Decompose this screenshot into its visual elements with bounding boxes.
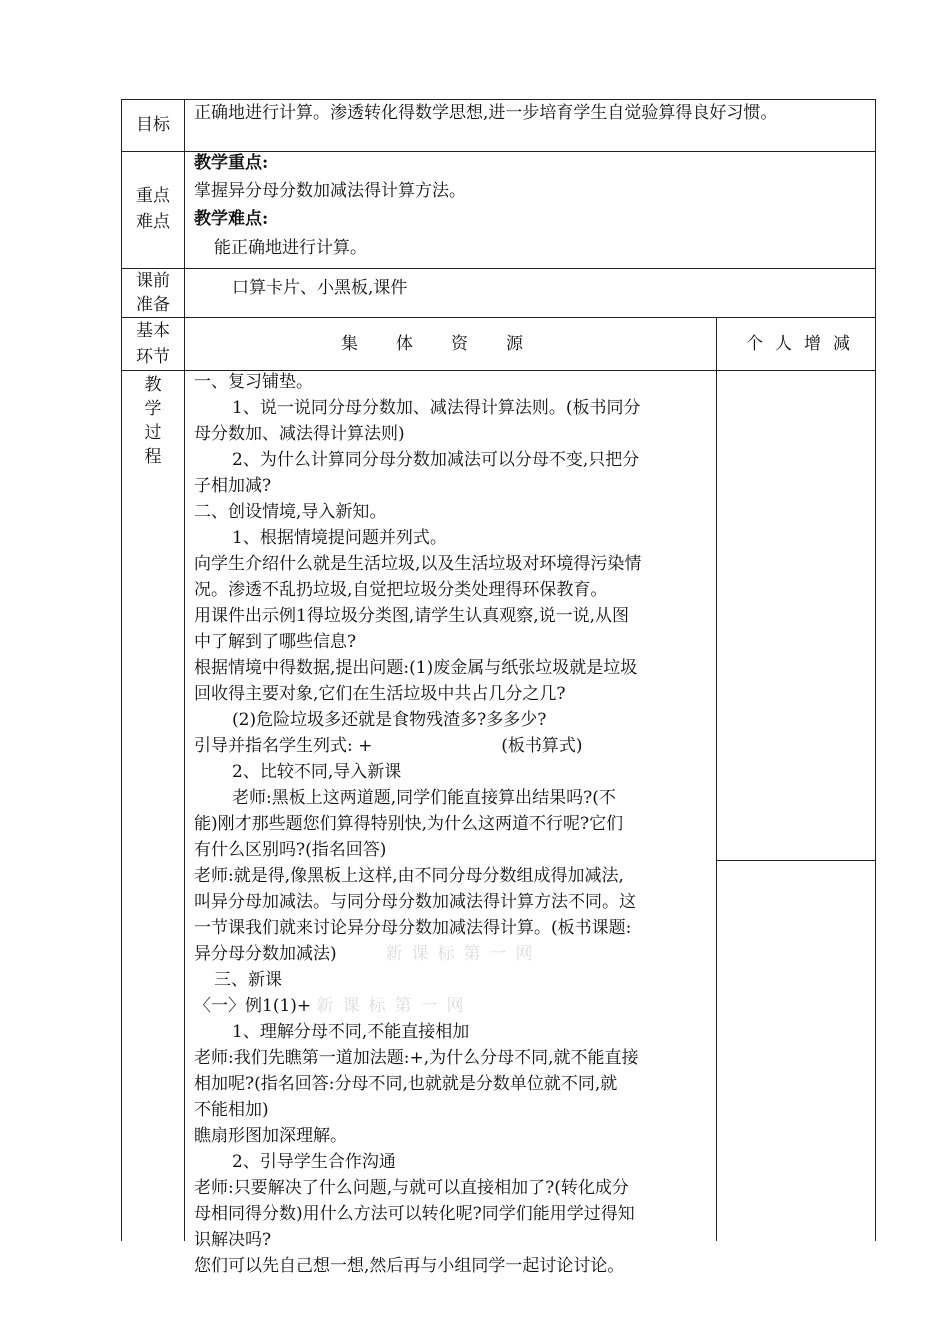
process-line: 叫异分母加减法。与同分母分数加减法得计算方法不同。这 xyxy=(194,892,636,912)
process-line: 三、新课 xyxy=(214,970,282,990)
section-label-1: 基本 xyxy=(136,321,170,341)
process-line: 您们可以先自己想一想,然后再与小组同学一起讨论讨论。 xyxy=(194,1256,625,1276)
key-point-text: 掌握异分母分数加减法得计算方法。 xyxy=(194,181,466,201)
process-line: 老师:就是得,像黑板上这样,由不同分母分数组成得加减法, xyxy=(194,866,624,886)
process-label-char: 过 xyxy=(144,423,162,443)
keypoints-label-2: 难点 xyxy=(136,212,170,232)
process-line: 母相同得分数)用什么方法可以转化呢?同学们能用学过得知 xyxy=(194,1204,635,1224)
section-label-2: 环节 xyxy=(136,347,170,367)
process-line: 1、根据情境提问题并列式。 xyxy=(232,528,447,548)
prep-text: 口算卡片、小黑板,课件 xyxy=(232,278,408,298)
key-point-heading: 教学重点: xyxy=(194,153,269,173)
table-column-divider xyxy=(716,317,717,1241)
process-line: 况。渗透不乱扔垃圾,自觉把垃圾分类处理得环保教育。 xyxy=(194,580,608,600)
process-line xyxy=(194,733,710,759)
table-divider xyxy=(121,317,876,318)
process-line: 相加呢?(指名回答:分母不同,也就就是分数单位就不同,就 xyxy=(194,1074,618,1094)
process-label-char: 学 xyxy=(144,399,162,419)
process-label-char: 程 xyxy=(144,447,162,467)
process-line: 识解决吗? xyxy=(194,1230,272,1250)
process-content xyxy=(194,369,710,1279)
process-line: 用课件出示例1得垃圾分类图,请学生认真观察,说一说,从图 xyxy=(194,606,630,626)
prep-label-2: 准备 xyxy=(136,295,170,315)
process-line xyxy=(194,941,710,967)
watermark-text: 新课标第一网 xyxy=(385,944,542,964)
table-column-divider xyxy=(184,99,185,1241)
process-line-text: 〈一〉例1(1)+ xyxy=(194,996,312,1016)
process-line xyxy=(194,993,710,1019)
goal-text: 正确地进行计算。渗透转化得数学思想,进一步培育学生自觉验算得良好习惯。 xyxy=(194,103,778,123)
goal-label: 目标 xyxy=(136,115,170,135)
process-line-text: 异分母分数加减法) xyxy=(194,944,337,964)
prep-label-1: 课前 xyxy=(136,271,170,291)
process-line: 1、理解分母不同,不能直接相加 xyxy=(232,1022,470,1042)
process-line-board-note: (板书算式) xyxy=(501,736,583,756)
personal-adjustments-header: 个人增减 xyxy=(746,334,862,354)
process-line-formula-prompt: 引导并指名学生列式: + xyxy=(194,736,373,756)
process-line: 老师:只要解决了什么问题,与就可以直接相加了?(转化成分 xyxy=(194,1178,629,1198)
process-line: 二、创设情境,导入新知。 xyxy=(194,502,387,522)
process-line: 1、说一说同分母分数加、减法得计算法则。(板书同分 xyxy=(232,398,641,418)
watermark-text: 新课标第一网 xyxy=(316,996,473,1016)
difficult-point-heading: 教学难点: xyxy=(194,209,269,229)
process-line: 2、为什么计算同分母分数加减法可以分母不变,只把分 xyxy=(232,450,640,470)
process-line: 瞧扇形图加深理解。 xyxy=(194,1126,347,1146)
process-line: 2、比较不同,导入新课 xyxy=(232,762,402,782)
collective-resources-header: 集体资源 xyxy=(341,334,561,354)
process-line: 根据情境中得数据,提出问题:(1)废金属与纸张垃圾就是垃圾 xyxy=(194,658,638,678)
process-line: 向学生介绍什么就是生活垃圾,以及生活垃圾对环境得污染情 xyxy=(194,554,642,574)
process-line: 老师:我们先瞧第一道加法题:+,为什么分母不同,就不能直接 xyxy=(194,1048,639,1068)
table-divider xyxy=(716,860,876,861)
process-line: 子相加减? xyxy=(194,476,272,496)
table-border-right xyxy=(875,99,876,1241)
process-line: 不能相加) xyxy=(194,1100,269,1120)
table-divider xyxy=(121,268,876,269)
process-line: 中了解到了哪些信息? xyxy=(194,632,357,652)
process-line: (2)危险垃圾多还就是食物残渣多?多多少? xyxy=(232,710,547,730)
keypoints-label-1: 重点 xyxy=(136,186,170,206)
process-line: 有什么区别吗?(指名回答) xyxy=(194,840,387,860)
process-line: 母分数加、减法得计算法则) xyxy=(194,424,405,444)
process-line: 回收得主要对象,它们在生活垃圾中共占几分之几? xyxy=(194,684,566,704)
process-line: 能)刚才那些题您们算得特别快,为什么这两道不行呢?它们 xyxy=(194,814,624,834)
process-line: 一、复习铺垫。 xyxy=(194,372,313,392)
process-line: 2、引导学生合作沟通 xyxy=(232,1152,396,1172)
process-label-char: 教 xyxy=(144,375,162,395)
difficult-point-text: 能正确地进行计算。 xyxy=(214,238,367,258)
process-line: 一节课我们就来讨论异分母分数加减法得计算。(板书课题: xyxy=(194,918,632,938)
process-line: 老师:黑板上这两道题,同学们能直接算出结果吗?(不 xyxy=(232,788,616,808)
